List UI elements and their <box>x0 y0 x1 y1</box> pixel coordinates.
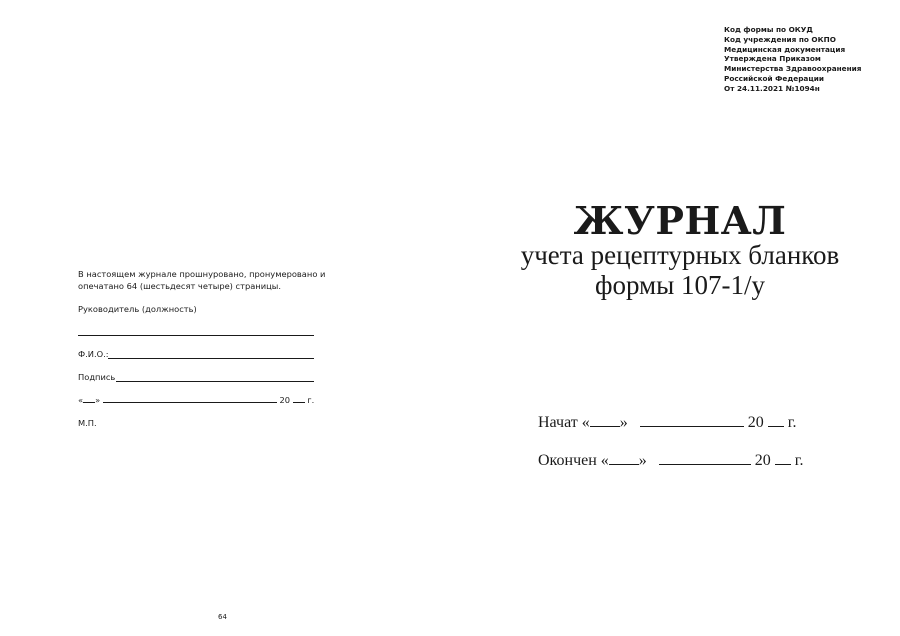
head-label: Руководитель (должность) <box>78 304 197 314</box>
date-close-quote: » <box>95 395 101 405</box>
month-blank[interactable] <box>103 394 277 403</box>
finished-suffix: г. <box>794 452 804 469</box>
year-blank[interactable] <box>293 394 305 403</box>
right-page <box>450 0 900 636</box>
started-day-blank[interactable] <box>590 412 620 427</box>
finished-date-row <box>538 450 804 470</box>
certification-text: В настоящем журнале прошнуровано, пронумеровано и опечатано 64 (шестьдесят четыре) страницы. <box>78 269 326 291</box>
date-row <box>78 394 314 405</box>
head-signature-line[interactable] <box>78 335 314 336</box>
stamp-line: Код учреждения по ОКПО <box>724 34 836 44</box>
stamp-line: Код формы по ОКУД <box>724 25 813 34</box>
started-year: 20 <box>747 414 764 431</box>
started-label: Начат « <box>538 414 590 431</box>
started-suffix: г. <box>787 414 797 431</box>
stamp-line: Медицинская документация <box>724 44 846 54</box>
fio-label: Ф.И.О.: <box>78 349 109 359</box>
stamp-line: Министерства Здравоохранения <box>724 64 862 74</box>
year-suffix: г. <box>307 395 315 405</box>
form-stamp <box>724 25 861 94</box>
journal-title: ЖУРНАЛ <box>573 198 787 243</box>
stamp-line: Российской Федерации <box>724 73 824 83</box>
finished-month-blank[interactable] <box>659 450 751 465</box>
started-date-row <box>538 412 797 432</box>
started-month-blank[interactable] <box>640 412 744 427</box>
stamp-line: Утверждена Приказом <box>724 54 821 64</box>
finished-year-blank[interactable] <box>775 450 791 465</box>
day-blank[interactable] <box>83 394 95 403</box>
year-prefix: 20 <box>279 395 290 405</box>
seal-label: М.П. <box>78 418 97 428</box>
finished-day-blank[interactable] <box>609 450 639 465</box>
journal-subtitle-line1: учета рецептурных бланков <box>520 240 840 270</box>
started-year-blank[interactable] <box>768 412 784 427</box>
signature-label: Подпись <box>78 372 116 382</box>
page-number: 64 <box>218 613 227 621</box>
stamp-line: От 24.11.2021 №1094н <box>724 83 820 93</box>
signature-line[interactable] <box>116 381 314 382</box>
started-close-quote: » <box>619 414 628 431</box>
finished-label: Окончен « <box>538 452 609 469</box>
date-open-quote: « <box>78 395 84 405</box>
finished-year: 20 <box>754 452 771 469</box>
finished-close-quote: » <box>638 452 647 469</box>
journal-subtitle-line2: формы 107-1/у <box>594 270 766 300</box>
fio-line[interactable] <box>108 358 314 359</box>
